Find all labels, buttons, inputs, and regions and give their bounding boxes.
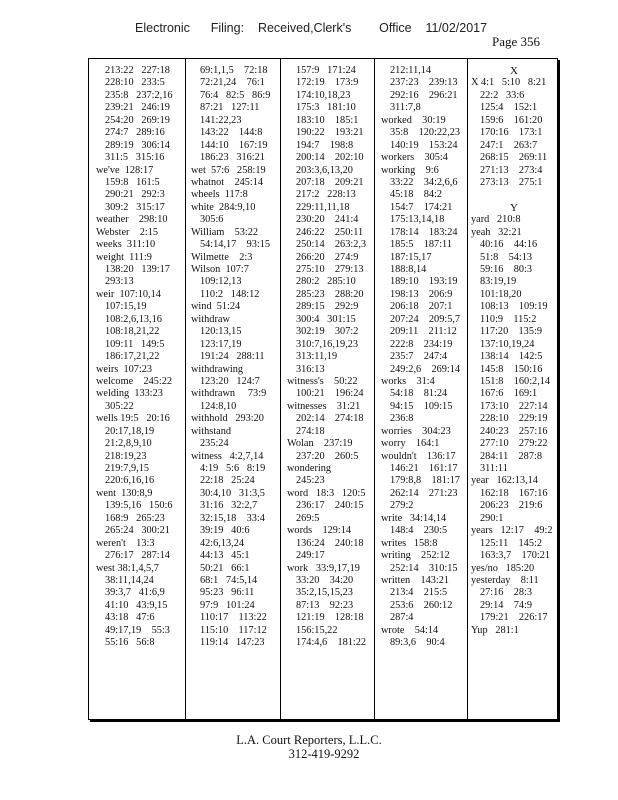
- index-entry-continuation: 154:7 174:21: [390, 201, 453, 213]
- index-letter-heading: X: [510, 65, 518, 77]
- index-entry-continuation: 183:10 185:1: [296, 114, 359, 126]
- index-entry-continuation: 246:22 250:11: [296, 226, 364, 238]
- index-entry-continuation: 59:16 80:3: [480, 264, 533, 275]
- index-letter-heading: Y: [510, 201, 518, 214]
- index-entry-continuation: 219:7,9,15: [105, 463, 150, 474]
- index-entry: yes/no 185:20: [471, 562, 535, 574]
- index-entry-continuation: 250:14 263:2,3: [296, 239, 367, 251]
- index-entry: welcome 245:22: [96, 375, 173, 387]
- index-entry: west 38:1,4,5,7: [96, 562, 159, 574]
- index-entry: weight 111:9: [96, 251, 152, 263]
- index-entry-continuation: 305:22: [105, 400, 134, 412]
- index-entry: weirs 107:23: [96, 363, 153, 375]
- index-entry-continuation: 121:19 128:18: [296, 612, 364, 624]
- index-entry: wells 19:5 20:16: [96, 413, 170, 425]
- index-entry-continuation: 173:10 227:14: [480, 400, 548, 412]
- index-entry-continuation: 262:14 271:23: [390, 487, 458, 499]
- index-entry-continuation: 266:20 274:9: [296, 251, 359, 263]
- index-entry-continuation: 45:18 84:2: [390, 189, 443, 201]
- index-entry-continuation: 33:22 34:2,6,6: [390, 176, 458, 188]
- index-entry: Wolan 237:19: [287, 438, 353, 450]
- index-entry: worries 304:23: [381, 425, 451, 437]
- index-entry-continuation: 311:5 315:16: [105, 152, 165, 164]
- index-entry-continuation: 189:10 193:19: [390, 276, 458, 288]
- index-entry-continuation: 207:24 209:5,7: [390, 313, 461, 325]
- index-entry: we've 128:17: [96, 164, 154, 176]
- index-entry-continuation: 206:23 219:6: [480, 500, 543, 512]
- index-entry-continuation: 179:8,8 181:17: [390, 475, 461, 487]
- index-entry-continuation: 136:24 240:18: [296, 537, 364, 549]
- index-entry-continuation: 125:11 145:2: [480, 537, 542, 549]
- index-entry: worked 30:19: [381, 114, 446, 126]
- index-column-4: [374, 59, 467, 719]
- index-entry-continuation: 101:18,20: [480, 288, 522, 300]
- index-entry: welding 133:23: [96, 388, 163, 400]
- index-entry-continuation: 287:4: [390, 612, 414, 624]
- index-entry: worry 164:1: [381, 438, 440, 450]
- index-entry-continuation: 236:17 240:15: [296, 500, 364, 512]
- index-entry-continuation: 268:15 269:11: [480, 152, 548, 164]
- index-entry-continuation: 170:16 173:1: [480, 127, 543, 139]
- index-entry-continuation: 213:22 227:18: [105, 65, 170, 76]
- index-entry: wet 57:6 258:19: [191, 164, 266, 176]
- index-entry-continuation: 249:17: [296, 550, 325, 562]
- court-reporter-phone: 312-419-9292: [288, 747, 360, 761]
- index-entry: withhold 293:20: [191, 413, 264, 425]
- index-entry: withdrawing: [191, 363, 244, 375]
- index-entry-continuation: 230:20 241:4: [296, 214, 359, 226]
- index-entry-continuation: 156:15,22: [296, 624, 338, 636]
- index-entry: word 18:3 120:5: [287, 487, 366, 499]
- index-entry-continuation: 175:3 181:10: [296, 102, 356, 114]
- index-entry: words 129:14: [287, 525, 352, 537]
- index-entry: yesterday 8:11: [471, 574, 539, 586]
- index-entry-continuation: 168:9 265:23: [105, 512, 165, 524]
- index-entry-continuation: 125:4 152:1: [480, 102, 538, 114]
- index-entry-continuation: 253:6 260:12: [390, 599, 453, 611]
- index-entry: writes 158:8: [381, 537, 438, 549]
- index-entry-continuation: 137:10,19,24: [480, 338, 535, 350]
- index-entry-continuation: 269:5: [296, 512, 320, 524]
- index-entry-continuation: 198:13 206:9: [390, 288, 453, 300]
- index-entry-continuation: 236:8: [390, 413, 414, 425]
- index-entry: weren't 13:3: [96, 537, 155, 549]
- index-entry-continuation: 110:17 113:22: [200, 612, 267, 624]
- index-entry-continuation: 39:3,7 41:6,9: [105, 587, 165, 599]
- index-entry-continuation: 309:2 315:17: [105, 201, 165, 213]
- index-entry-continuation: 310:7,16,19,23: [296, 338, 359, 350]
- index-entry: years 12:17 49:2: [471, 525, 553, 537]
- index-entry-continuation: 38:11,14,24: [105, 574, 154, 586]
- index-entry-continuation: 254:20 269:19: [105, 114, 170, 126]
- index-entry: yard 210:8: [471, 214, 521, 226]
- index-entry-continuation: 311:11: [480, 463, 508, 474]
- index-entry-continuation: 187:15,17: [390, 251, 432, 263]
- index-entry-continuation: 159:6 161:20: [480, 114, 543, 126]
- index-entry: year 162:13,14: [471, 475, 538, 487]
- index-entry: X 4:1 5:10 8:21: [471, 77, 547, 89]
- index-entry-continuation: 200:14 202:10: [296, 152, 364, 164]
- court-reporter-name: L.A. Court Reporters, L.L.C.: [236, 733, 382, 747]
- index-entry-continuation: 108:18,21,22: [105, 326, 160, 338]
- index-entry-continuation: 222:8 234:19: [390, 338, 453, 350]
- index-entry-continuation: 271:13 273:4: [480, 164, 543, 176]
- index-entry-continuation: 115:10 117:12: [200, 624, 267, 636]
- index-entry-continuation: 22:2 33:6: [480, 89, 525, 101]
- index-entry-continuation: 138:20 139:17: [105, 264, 170, 275]
- index-entry: Yup 281:1: [471, 624, 519, 636]
- index-entry-continuation: 39:19 40:6: [200, 525, 250, 537]
- index-entry-continuation: 162:18 167:16: [480, 487, 548, 499]
- index-entry-continuation: 157:9 171:24: [296, 65, 356, 76]
- index-entry-continuation: 21:2,8,9,10: [105, 438, 152, 450]
- index-entry-continuation: 212:11,14: [390, 65, 432, 76]
- index-entry-continuation: 69:1,1,5 72:18: [200, 65, 268, 76]
- index-entry-continuation: 151:8 160:2,14: [480, 375, 551, 387]
- index-entry-continuation: 185:5 187:11: [390, 239, 452, 251]
- index-entry-continuation: 285:23 288:20: [296, 288, 364, 300]
- index-spacer: [471, 189, 557, 201]
- index-entry-continuation: 228:10 233:5: [105, 77, 165, 89]
- index-entry-continuation: 179:21 226:17: [480, 612, 548, 624]
- index-entry-continuation: 109:11 149:5: [105, 338, 165, 350]
- index-entry-continuation: 140:19 153:24: [390, 139, 458, 151]
- index-entry-continuation: 290:1: [480, 512, 504, 524]
- index-entry: wondering: [287, 463, 332, 474]
- index-entry-continuation: 290:21 292:3: [105, 189, 165, 201]
- index-entry-continuation: 247:1 263:7: [480, 139, 538, 151]
- index-column-5: [467, 59, 557, 719]
- index-entry-continuation: 235:7 247:4: [390, 351, 448, 363]
- index-entry-continuation: 163:3,7 170:21: [480, 550, 551, 562]
- index-entry-continuation: 35:2,15,15,23: [296, 587, 353, 599]
- index-entry-continuation: 191:24 288:11: [200, 351, 265, 363]
- index-entry-continuation: 4:19 5:6 8:19: [200, 463, 266, 474]
- index-entry: went 130:8,9: [96, 487, 153, 499]
- index-entry-continuation: 240:23 257:16: [480, 425, 548, 437]
- index-entry-continuation: 300:4 301:15: [296, 313, 356, 325]
- index-entry-continuation: 311:7,8: [390, 102, 421, 114]
- index-entry: whatnot 245:14: [191, 176, 264, 188]
- index-entry-continuation: 273:13 275:1: [480, 176, 543, 188]
- index-entry-continuation: 207:18 209:21: [296, 176, 364, 188]
- index-entry-continuation: 293:13: [105, 276, 134, 288]
- index-entry-continuation: 141:22,23: [200, 114, 242, 126]
- index-entry-continuation: 100:21 196:24: [296, 388, 364, 400]
- index-entry-continuation: 237:23 239:13: [390, 77, 458, 89]
- index-entry-continuation: 76:4 82:5 86:9: [200, 89, 271, 101]
- index-entry-continuation: 235:24: [200, 438, 229, 450]
- index-entry-continuation: 119:14 147:23: [200, 637, 265, 649]
- index-entry-continuation: 144:10 167:19: [200, 139, 268, 151]
- index-entry: write 34:14,14: [381, 512, 447, 524]
- index-entry-continuation: 41:10 43:9,15: [105, 599, 168, 611]
- index-entry-continuation: 289:15 292:9: [296, 301, 359, 313]
- index-entry-continuation: 217:2 228:13: [296, 189, 356, 201]
- index-entry-continuation: 289:19 306:14: [105, 139, 170, 151]
- index-entry-continuation: 107:15,19: [105, 301, 147, 313]
- index-entry-continuation: 265:24 300:21: [105, 525, 170, 537]
- index-entry-continuation: 138:14 142:5: [480, 351, 543, 363]
- index-entry-continuation: 83:19,19: [480, 276, 517, 288]
- index-entry-continuation: 87:21 127:11: [200, 102, 260, 114]
- index-entry-continuation: 237:20 260:5: [296, 450, 359, 462]
- index-entry: withdrawn 73:9: [191, 388, 267, 400]
- index-entry-continuation: 54:14,17 93:15: [200, 239, 271, 251]
- index-entry-continuation: 292:16 296:21: [390, 89, 458, 101]
- index-entry-continuation: 218:19,23: [105, 450, 147, 462]
- index-entry-continuation: 167:6 169:1: [480, 388, 538, 400]
- index-entry-continuation: 245:23: [296, 475, 325, 487]
- index-entry-continuation: 95:23 96:11: [200, 587, 255, 599]
- index-entry-continuation: 203:3,6,13,20: [296, 164, 353, 176]
- index-entry-continuation: 220:6,16,16: [105, 475, 155, 487]
- index-entry: witness 4:2,7,14: [191, 450, 264, 462]
- index-entry-continuation: 22:18 25:24: [200, 475, 255, 487]
- index-entry: wind 51:24: [191, 301, 241, 313]
- index-entry-continuation: 35:8 120:22,23: [390, 127, 461, 139]
- index-entry-continuation: 249:2,6 269:14: [390, 363, 461, 375]
- index-entry-continuation: 279:2: [390, 500, 414, 512]
- index-entry-continuation: 94:15 109:15: [390, 400, 453, 412]
- index-entry-continuation: 31:16 32:2,7: [200, 500, 258, 512]
- index-entry-continuation: 33:20 34:20: [296, 574, 354, 586]
- index-entry-continuation: 213:4 215:5: [390, 587, 448, 599]
- index-entry-continuation: 44:13 45:1: [200, 550, 250, 562]
- index-entry-continuation: 43:18 47:6: [105, 612, 155, 624]
- index-entry: wrote 54:14: [381, 624, 439, 636]
- index-entry-continuation: 284:11 287:8: [480, 450, 542, 462]
- index-entry-continuation: 54:18 81:24: [390, 388, 448, 400]
- index-entry-continuation: 302:19 307:2: [296, 326, 359, 338]
- index-entry: works 31:4: [381, 375, 435, 387]
- index-entry: working 9:6: [381, 164, 439, 176]
- index-entry-continuation: 280:2 285:10: [296, 276, 356, 288]
- index-entry-continuation: 30:4,10 31:3,5: [200, 487, 265, 499]
- index-entry-continuation: 68:1 74:5,14: [200, 574, 258, 586]
- index-entry-continuation: 159:8 161:5: [105, 176, 160, 188]
- index-entry-continuation: 110:9 115:2: [480, 313, 537, 325]
- index-entry-continuation: 29:14 74:9: [480, 599, 533, 611]
- index-entry-continuation: 143:22 144:8: [200, 127, 263, 139]
- index-entry-continuation: 277:10 279:22: [480, 438, 548, 450]
- index-entry-continuation: 178:14 183:24: [390, 226, 458, 238]
- index-entry-continuation: 20:17,18,19: [105, 425, 155, 437]
- index-entry-continuation: 274:7 289:16: [105, 127, 165, 139]
- page-number: Page 356: [492, 34, 541, 49]
- index-entry: written 143:21: [381, 574, 450, 586]
- index-entry-continuation: 108:2,6,13,16: [105, 313, 162, 325]
- index-entry: workers 305:4: [381, 152, 448, 164]
- index-entry-continuation: 97:9 101:24: [200, 599, 255, 611]
- index-entry: work 33:9,17,19: [287, 562, 360, 574]
- index-entry: wheels 117:8: [191, 189, 248, 201]
- index-entry-continuation: 239:21 246:19: [105, 102, 170, 114]
- index-entry-continuation: 120:13,15: [200, 326, 242, 338]
- index-entry-continuation: 40:16 44:16: [480, 239, 538, 251]
- index-entry-continuation: 110:2 148:12: [200, 288, 260, 300]
- index-entry: Webster 2:15: [96, 226, 159, 238]
- index-column-2: [185, 59, 280, 719]
- index-entry: wouldn't 136:17: [381, 450, 456, 462]
- index-column-1: [89, 59, 185, 719]
- word-index-table: [88, 58, 558, 720]
- index-column-3: [280, 59, 374, 719]
- index-entry-continuation: 275:10 279:13: [296, 264, 364, 275]
- index-entry-continuation: 117:20 135:9: [480, 326, 542, 338]
- index-entry: withdraw: [191, 313, 230, 325]
- index-entry-continuation: 32:15,18 33:4: [200, 512, 265, 524]
- index-entry-continuation: 27:16 28:3: [480, 587, 533, 599]
- index-entry-continuation: 206:18 207:1: [390, 301, 453, 313]
- index-entry-continuation: 175:13,14,18: [390, 214, 445, 226]
- index-entry-continuation: 235:8 237:2,16: [105, 89, 173, 101]
- index-entry-continuation: 51:8 54:13: [480, 251, 533, 263]
- index-entry-continuation: 190:22 193:21: [296, 127, 364, 139]
- index-entry-continuation: 72:21,24 76:1: [200, 77, 265, 89]
- index-entry-continuation: 305:6: [200, 214, 224, 226]
- index-entry-continuation: 174:10,18,23: [296, 89, 351, 101]
- index-entry-continuation: 123:17,19: [200, 338, 242, 350]
- index-entry: yeah 32:21: [471, 226, 522, 238]
- index-entry-continuation: 274:18: [296, 425, 325, 437]
- index-entry: withstand: [191, 425, 232, 437]
- index-entry-continuation: 42:6,13,24: [200, 537, 245, 549]
- index-entry-continuation: 209:11 211:12: [390, 326, 457, 338]
- index-entry-continuation: 55:16 56:8: [105, 637, 155, 649]
- index-entry-continuation: 186:23 316:21: [200, 152, 265, 164]
- index-entry: weir 107:10,14: [96, 288, 161, 300]
- index-entry-continuation: 49:17,19 55:3: [105, 624, 170, 636]
- index-entry-continuation: 108:13 109:19: [480, 301, 548, 313]
- index-entry: white 284:9,10: [191, 201, 256, 213]
- index-entry-continuation: 188:8,14: [390, 264, 427, 275]
- index-entry-continuation: 228:10 229:19: [480, 413, 548, 425]
- index-entry-continuation: 146:21 161:17: [390, 463, 458, 474]
- index-entry-continuation: 276:17 287:14: [105, 550, 170, 562]
- index-entry: Wilson 107:7: [191, 264, 249, 275]
- index-entry: William 53:22: [191, 226, 259, 238]
- index-entry-continuation: 89:3,6 90:4: [390, 637, 445, 649]
- index-entry-continuation: 172:19 173:9: [296, 77, 359, 89]
- footer: [0, 733, 618, 761]
- filing-stamp: Electronic Filing: Received,Clerk's Office 11/02/2017: [135, 21, 488, 35]
- index-entry-continuation: 194:7 198:8: [296, 139, 354, 151]
- index-entry-continuation: 174:4,6 181:22: [296, 637, 367, 649]
- index-entry: Wilmette 2:3: [191, 251, 253, 263]
- index-entry: witness's 50:22: [287, 375, 358, 387]
- index-entry-continuation: 139:5,16 150:6: [105, 500, 173, 512]
- index-entry-continuation: 109:12,13: [200, 276, 242, 288]
- index-entry: weather 298:10: [96, 214, 168, 226]
- index-entry: witnesses 31:21: [287, 400, 361, 412]
- index-entry-continuation: 202:14 274:18: [296, 413, 364, 425]
- index-entry: weeks 311:10: [96, 239, 156, 251]
- index-entry-continuation: 50:21 66:1: [200, 562, 250, 574]
- index-entry-continuation: 186:17,21,22: [105, 351, 160, 363]
- index-entry-continuation: 313:11,19: [296, 351, 338, 363]
- index-entry-continuation: 87:13 92:23: [296, 599, 354, 611]
- index-entry-continuation: 252:14 310:15: [390, 562, 458, 574]
- index-entry-continuation: 148:4 230:5: [390, 525, 448, 537]
- index-entry-continuation: 145:8 150:16: [480, 363, 543, 375]
- index-entry-continuation: 316:13: [296, 363, 325, 375]
- index-entry: writing 252:12: [381, 550, 450, 562]
- index-entry-continuation: 123:20 124:7: [200, 375, 260, 387]
- index-entry-continuation: 229:11,11,18: [296, 201, 350, 213]
- index-entry-continuation: 124:8,10: [200, 400, 237, 412]
